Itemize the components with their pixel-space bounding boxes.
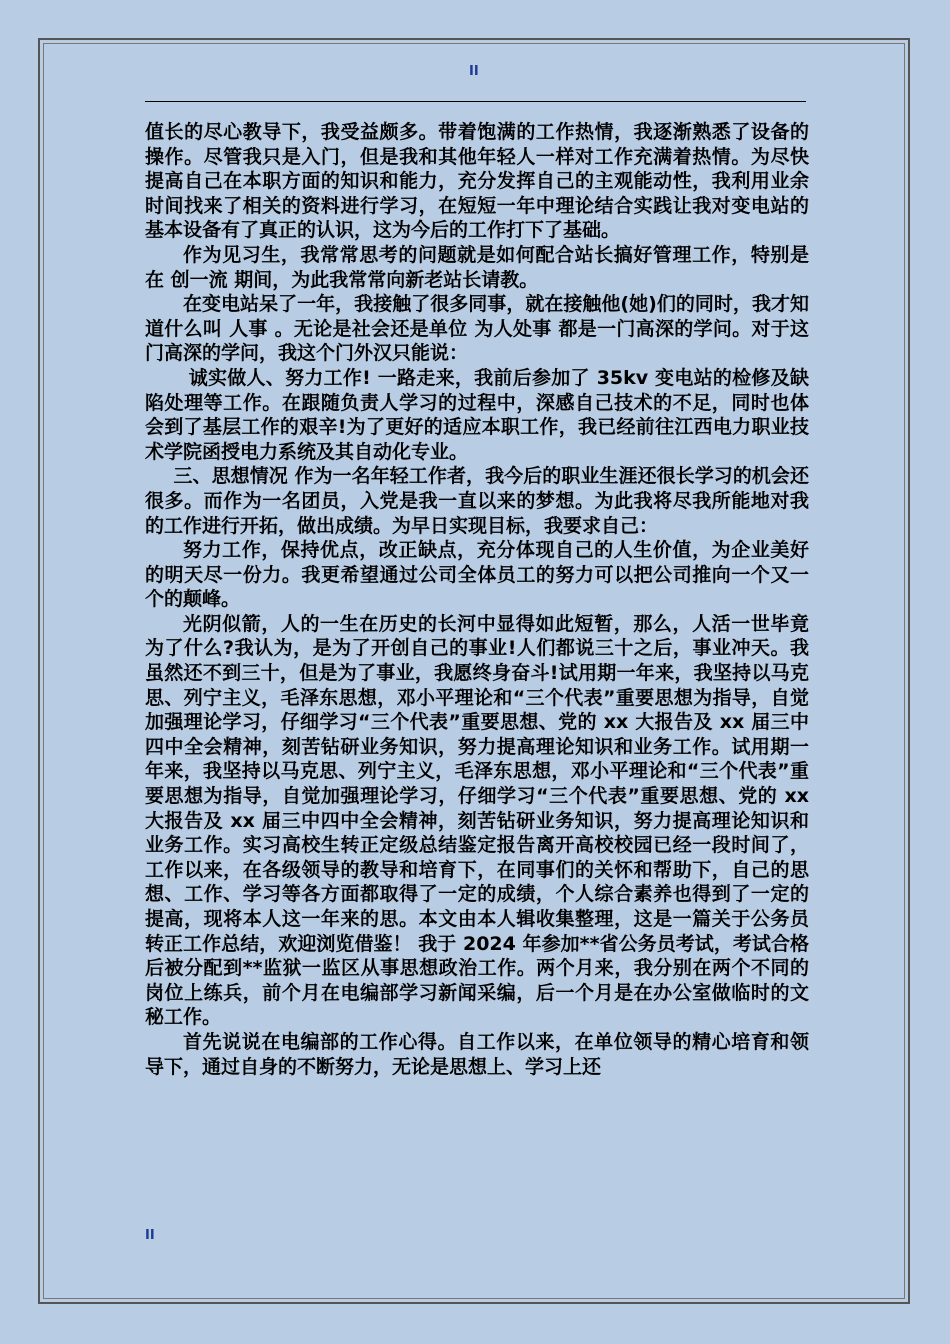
paragraph: 在变电站呆了一年，我接触了很多同事，就在接触他(她)们的同时，我才知道什么叫 人事 。无论是社会还是单位 为人处事 都是一门高深的学问。对于这门高深的学问，我这个门外汉只能说： — [145, 293, 809, 365]
paragraph: 三、思想情况 作为一名年轻工作者，我今后的职业生涯还很长学习的机会还很多。而作为一名团员，入党是我一直以来的梦想。为此我将尽我所能地对我的工作进行开拓，做出成绩。为早日实现目标，我要求自己： — [145, 465, 809, 537]
paragraph: 努力工作，保持优点，改正缺点，充分体现自己的人生价值，为企业美好的明天尽一份力。我更希望通过公司全体员工的努力可以把公司推向一个又一个的颠峰。 — [145, 539, 809, 611]
paragraph: 值长的尽心教导下，我受益颇多。带着饱满的工作热情，我逐渐熟悉了设备的操作。尽管我只是入门，但是我和其他年轻人一样对工作充满着热情。为尽快提高自己在本职方面的知识和能力，充分发挥自己的主观能动性，我利用业余时间找来了相关的资料进行学习，在短短一年中理论结合实践让我对变电站的基本设备有了真正的认识，这为今后的工作打下了基础。 — [145, 121, 809, 242]
paragraph: 作为见习生，我常常思考的问题就是如何配合站长搞好管理工作，特别是在 创一流 期间，为此我常常向新老站长请教。 — [145, 243, 809, 291]
paragraph: 光阴似箭，人的一生在历史的长河中显得如此短暂，那么，人活一世毕竟为了什么?我认为，是为了开创自己的事业!人们都说三十之后，事业冲天。我虽然还不到三十，但是为了事业，我愿终身奋斗!试用期一年来，我坚持以马克思、列宁主义，毛泽东思想，邓小平理论和“三个代表”重要思想为指导，自觉加强理论学习，仔细学习“三个代表”重要思想、党的 xx 大报告及 xx 届三中四中全会精神，刻苦钻研业务知识，努力提高理论知识和业务工作。试用期一年来，我坚持以马克思、列宁主义，毛泽东思想，邓小平理论和“三个代表”重要思想为指导，自觉加强理论学习，仔细学习“三个代表”重要思想、党的 xx 大报告及 xx 届三中四中全会精神，刻苦钻研业务知识，努力提高理论知识和业务工作。实习高校生转正定级总结鉴定报告离开高校校园已经一段时间了，工作以来，在各级领导的教导和培育下，在同事们的关怀和帮助下，自己的思想、工作、学习等各方面都取得了一定的成绩，个人综合素养也得到了一定的提高，现将本人这一年来的思。本文由本人辑收集整理，这是一篇关于公务员转正工作总结，欢迎浏览借鉴！ 我于 2024 年参加**省公务员考试，考试合格后被分配到**监狱一监区从事思想政治工作。两个月来，我分别在两个不同的岗位上练兵，前个月在电编部学习新闻采编，后一个月是在办公室做临时的文秘工作。 — [145, 612, 809, 1029]
header-rule — [145, 101, 806, 102]
header-mark: II — [469, 64, 479, 79]
document-body — [145, 120, 809, 1079]
footer-mark: II — [145, 1228, 155, 1243]
paragraph: 诚实做人、努力工作! 一路走来，我前后参加了 35kv 变电站的检修及缺陷处理等工作。在跟随负责人学习的过程中，深感自己技术的不足，同时也体会到了基层工作的艰辛!为了更好的适应本职工作，我已经前往江西电力职业技术学院函授电力系统及其自动化专业。 — [145, 366, 809, 463]
paragraph: 首先说说在电编部的工作心得。自工作以来，在单位领导的精心培育和领导下，通过自身的不断努力，无论是思想上、学习上还 — [145, 1030, 809, 1078]
